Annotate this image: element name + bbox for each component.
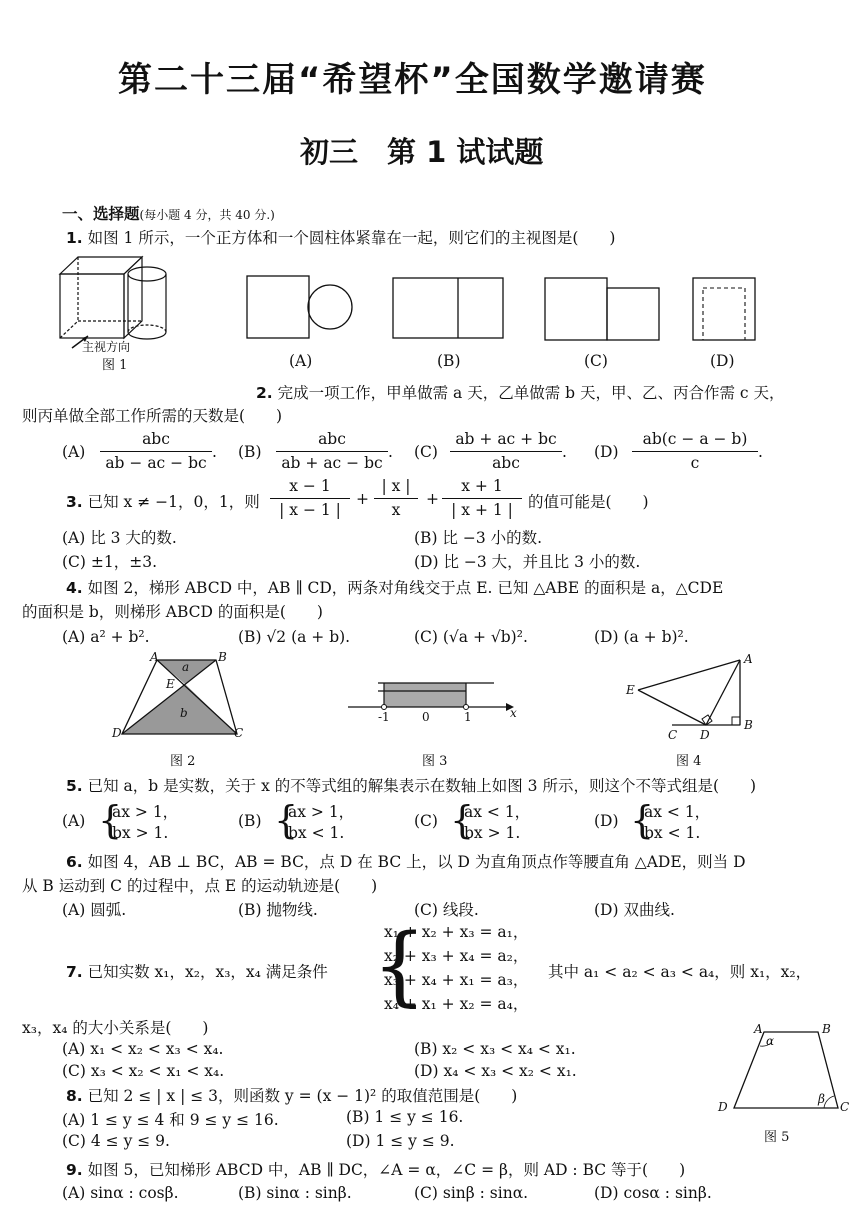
question-9 xyxy=(66,1158,685,1180)
question-2 xyxy=(256,381,785,403)
question-6-line2: 从 B 运动到 C 的过程中，点 E 的运动轨迹是( ) xyxy=(22,877,378,895)
figure-5 xyxy=(720,1026,850,1116)
q9-option-a: (A) sinα : cosβ. xyxy=(62,1184,179,1202)
q2-option-b-label: (B) xyxy=(238,443,262,461)
q2-option-d-label: (D) xyxy=(594,443,619,461)
q5-option-c-label: (C) xyxy=(414,812,438,830)
q8-option-c: (C) 4 ≤ y ≤ 9. xyxy=(62,1132,170,1150)
q3-f1-den: | x − 1 | xyxy=(279,501,341,519)
fig2-label-b-area: b xyxy=(180,706,188,720)
section-note: (每小题 4 分，共 40 分.) xyxy=(139,208,275,222)
question-number: 7. xyxy=(66,963,83,981)
option-d-label: (D) xyxy=(710,352,735,370)
q2-option-b-den: ab + ac − bc xyxy=(281,454,383,472)
q8-option-d: (D) 1 ≤ y ≤ 9. xyxy=(346,1132,455,1150)
fig2-label-d: D xyxy=(112,726,122,740)
question-7 xyxy=(66,960,328,982)
figure-3 xyxy=(344,672,524,712)
q2-option-d-num: ab(c − a − b) xyxy=(642,430,748,448)
option-a-label: (A) xyxy=(289,352,313,370)
q2-option-a-num: abc xyxy=(142,430,170,448)
q6-option-a: (A) 圆弧. xyxy=(62,901,127,919)
section-name: 一、选择题 xyxy=(62,205,140,223)
q9-option-c: (C) sinβ : sinα. xyxy=(414,1184,529,1202)
q5-option-c-line2: bx > 1. xyxy=(464,824,521,842)
q7-post: 其中 a₁ < a₂ < a₃ < a₄，则 x₁，x₂， xyxy=(548,963,812,981)
q3-f1-num: x − 1 xyxy=(289,477,331,495)
question-text: 已知 x ≠ −1，0，1，则 xyxy=(87,493,260,511)
q8-option-b: (B) 1 ≤ y ≤ 16. xyxy=(346,1108,464,1126)
fig2-label-a-vertex: A xyxy=(150,650,159,664)
figure-1-caption: 图 1 xyxy=(102,358,128,373)
fig4-label-c: C xyxy=(668,728,678,742)
q3-option-d: (D) 比 −3 大，并且比 3 小的数. xyxy=(414,553,641,571)
question-4-line2: 的面积是 b，则梯形 ABCD 的面积是( ) xyxy=(22,603,323,621)
q7-option-a: (A) x₁ < x₂ < x₃ < x₄. xyxy=(62,1040,224,1058)
option-b-figure xyxy=(392,277,512,343)
q3-post: 的值可能是( ) xyxy=(528,493,649,511)
question-text: 如图 5，已知梯形 ABCD 中，AB ∥ DC，∠A = α，∠C = β，则 AD : BC 等于( ) xyxy=(87,1161,686,1179)
fig3-tick-minus-1: -1 xyxy=(378,710,390,724)
q2-option-c-den: abc xyxy=(492,454,520,472)
q6-option-b: (B) 抛物线. xyxy=(238,901,318,919)
q9-option-d: (D) cosα : sinβ. xyxy=(594,1184,712,1202)
question-number: 5. xyxy=(66,777,83,795)
question-4 xyxy=(66,576,723,598)
q2-option-c-label: (C) xyxy=(414,443,438,461)
question-6 xyxy=(66,850,746,872)
question-number: 8. xyxy=(66,1087,83,1105)
page-title: 第二十三届“希望杯”全国数学邀请赛 xyxy=(118,60,707,100)
fig3-tick-1: 1 xyxy=(464,710,472,724)
q5-option-b-label: (B) xyxy=(238,812,262,830)
q2-option-b-num: abc xyxy=(318,430,346,448)
question-text: 如图 1 所示，一个正方体和一个圆柱体紧靠在一起，则它们的主视图是( ) xyxy=(87,229,616,247)
fig2-label-a-area: a xyxy=(182,660,190,674)
question-text: 已知实数 x₁，x₂，x₃，x₄ 满足条件 xyxy=(87,963,328,981)
fig5-label-alpha: α xyxy=(766,1034,775,1048)
fig4-label-e: E xyxy=(626,683,635,697)
q7-option-d: (D) x₄ < x₃ < x₂ < x₁. xyxy=(414,1062,577,1080)
q3-f3-num: x + 1 xyxy=(461,477,503,495)
q8-option-a: (A) 1 ≤ y ≤ 4 和 9 ≤ y ≤ 16. xyxy=(62,1111,279,1129)
q5-option-b-line1: ax > 1， xyxy=(288,803,355,821)
question-text: 如图 4，AB ⊥ BC，AB = BC，点 D 在 BC 上，以 D 为直角顶点作等腰直角 △ADE，则当 D xyxy=(87,853,746,871)
q5-option-a-line1: ax > 1， xyxy=(112,803,179,821)
q7-eq4: x₄ + x₁ + x₂ = a₄， xyxy=(384,995,529,1013)
q7-option-c: (C) x₃ < x₂ < x₁ < x₄. xyxy=(62,1062,225,1080)
question-text: 已知 2 ≤ | x | ≤ 3，则函数 y = (x − 1)² 的取值范围是( ) xyxy=(87,1087,518,1105)
q2-option-a-den: ab − ac − bc xyxy=(105,454,207,472)
fig5-label-d: D xyxy=(718,1100,728,1114)
q5-option-a-label: (A) xyxy=(62,812,86,830)
section-heading xyxy=(62,204,275,225)
option-c-label: (C) xyxy=(584,352,608,370)
question-text: 如图 2，梯形 ABCD 中，AB ∥ CD，两条对角线交于点 E. 已知 △ABE 的面积是 a，△CDE xyxy=(87,579,724,597)
fig3-tick-0: 0 xyxy=(422,710,430,724)
q4-option-b: (B) √2 (a + b). xyxy=(238,628,351,646)
q4-option-c: (C) (√a + √b)². xyxy=(414,628,528,646)
page-subtitle: 初三 第 1 试试题 xyxy=(300,135,544,169)
fig4-label-d: D xyxy=(700,728,710,742)
q3-option-a: (A) 比 3 大的数. xyxy=(62,529,177,547)
option-a-figure xyxy=(246,275,366,341)
question-2-line2: 则丙单做全部工作所需的天数是( ) xyxy=(22,407,283,425)
question-text: 完成一项工作，甲单做需 a 天，乙单做需 b 天，甲、乙、丙合作需 c 天， xyxy=(277,384,785,402)
q7-option-b: (B) x₂ < x₃ < x₄ < x₁. xyxy=(414,1040,576,1058)
figure-4-caption: 图 4 xyxy=(676,754,702,769)
figure-4 xyxy=(620,650,760,740)
q2-option-d-den: c xyxy=(690,454,700,472)
question-5 xyxy=(66,774,756,796)
question-1 xyxy=(66,226,615,248)
q5-option-d-line2: bx < 1. xyxy=(644,824,701,842)
q7-eq3: x₃ + x₄ + x₁ = a₃， xyxy=(384,971,529,989)
q3-option-c: (C) ±1，±3. xyxy=(62,553,158,571)
fig4-label-b: B xyxy=(744,718,753,732)
fig5-label-c: C xyxy=(840,1100,850,1114)
question-number: 2. xyxy=(256,384,273,402)
q5-option-d-label: (D) xyxy=(594,812,619,830)
q4-option-d: (D) (a + b)². xyxy=(594,628,689,646)
figure-3-caption: 图 3 xyxy=(422,754,448,769)
figure-5-caption: 图 5 xyxy=(764,1130,790,1145)
option-c-figure xyxy=(544,277,664,343)
q5-option-d-line1: ax < 1， xyxy=(644,803,711,821)
question-7-line2: x₃，x₄ 的大小关系是( ) xyxy=(22,1019,209,1037)
question-3 xyxy=(66,490,260,512)
q3-f2-den: x xyxy=(391,501,401,519)
fig2-label-b-vertex: B xyxy=(218,650,227,664)
q7-eq1: x₁ + x₂ + x₃ = a₁， xyxy=(384,923,529,941)
question-number: 6. xyxy=(66,853,83,871)
q3-option-b: (B) 比 −3 小的数. xyxy=(414,529,543,547)
question-number: 9. xyxy=(66,1161,83,1179)
q4-option-a: (A) a² + b². xyxy=(62,628,150,646)
question-8 xyxy=(66,1084,517,1106)
view-direction-label: 主视方向 xyxy=(82,340,131,354)
q2-option-a-label: (A) xyxy=(62,443,86,461)
fig2-label-e: E xyxy=(166,677,175,691)
question-text: 已知 a，b 是实数，关于 x 的不等式组的解集表示在数轴上如图 3 所示，则这个不等式组是( ) xyxy=(87,777,757,795)
q5-option-a-line2: bx > 1. xyxy=(112,824,169,842)
fig5-label-a: A xyxy=(754,1022,763,1036)
fig2-label-c: C xyxy=(234,726,244,740)
q5-option-c-line1: ax < 1， xyxy=(464,803,531,821)
fig5-label-b: B xyxy=(822,1022,831,1036)
q3-f3-den: | x + 1 | xyxy=(451,501,513,519)
q6-option-d: (D) 双曲线. xyxy=(594,901,675,919)
option-b-label: (B) xyxy=(437,352,461,370)
question-number: 1. xyxy=(66,229,83,247)
q5-option-b-line2: bx < 1. xyxy=(288,824,345,842)
q9-option-b: (B) sinα : sinβ. xyxy=(238,1184,352,1202)
fig5-label-beta: β xyxy=(818,1092,825,1106)
option-d-figure xyxy=(692,277,762,343)
fig3-axis-label: x xyxy=(510,706,517,720)
question-number: 4. xyxy=(66,579,83,597)
figure-2-caption: 图 2 xyxy=(170,754,196,769)
fig4-label-a: A xyxy=(744,652,753,666)
q6-option-c: (C) 线段. xyxy=(414,901,479,919)
q2-option-c-num: ab + ac + bc xyxy=(455,430,557,448)
q7-eq2: x₂ + x₃ + x₄ = a₂， xyxy=(384,947,529,965)
question-number: 3. xyxy=(66,493,83,511)
q3-f2-num: | x | xyxy=(381,477,411,495)
